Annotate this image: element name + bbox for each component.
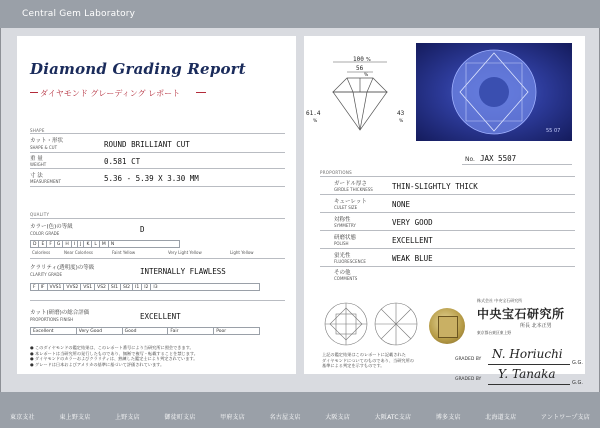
color-scale-text: Colorless: [32, 250, 51, 255]
lab-company-small: 株式会社 中央宝石研究所: [477, 298, 523, 303]
culet-label-en: CULET SIZE: [334, 205, 358, 210]
crown-value: 61.4: [306, 110, 321, 117]
fluorescence-value: WEAK BLUE: [392, 254, 433, 263]
branch-item: 大阪ATC支店: [374, 414, 412, 421]
branch-item: 御徒町支店: [164, 414, 196, 421]
measurement-label-en: MEASUREMENT: [30, 179, 61, 184]
culet-label-jp: キューレット: [334, 199, 367, 205]
weight-value: 0.581 CT: [104, 157, 141, 166]
divider: [30, 300, 285, 301]
color-scale-step: J: [78, 241, 84, 247]
color-scale-text: Near Colorless: [64, 250, 94, 255]
measurement-value: 5.36 - 5.39 X 3.30 MM: [104, 174, 199, 183]
cut-scale-step: Fair: [168, 328, 214, 334]
color-scale-step: M: [100, 241, 109, 247]
clarity-scale-step: I3: [153, 285, 158, 290]
report-no-label: No.: [465, 156, 475, 163]
culet-value: NONE: [392, 200, 411, 209]
clarity-scale-step: I2: [142, 284, 151, 290]
polish-label-en: POLISH: [334, 241, 349, 246]
clarity-scale-step: VS1: [81, 284, 95, 290]
measurement-label-jp: 寸 法: [30, 173, 43, 179]
cut-value: EXCELLENT: [140, 312, 181, 321]
note-line: ● グレードは日本およびアメリカの基準に基づいて評価されています。: [30, 361, 165, 367]
branch-list: [10, 412, 590, 422]
clarity-scale-step: F: [31, 284, 39, 290]
signature-line: [488, 364, 570, 365]
graded-suffix: G.G.: [572, 360, 583, 366]
quality-section-label: QUALITY: [30, 212, 50, 217]
left-card: [17, 36, 296, 374]
symmetry-label-en: SYMMETRY: [334, 223, 356, 228]
shape-value: ROUND BRILLIANT CUT: [104, 140, 190, 149]
clarity-scale-step: VVS2: [64, 284, 81, 290]
footer-band: [0, 392, 600, 428]
branch-item: 大阪支店: [325, 414, 351, 421]
branch-item: 甲府支店: [220, 414, 245, 421]
branch-item: 名古屋支店: [269, 414, 301, 421]
shape-section-label: SHAPE: [30, 128, 45, 133]
clarity-scale-step: VVS1: [48, 284, 65, 290]
divider: [320, 212, 575, 213]
title-rule-right: [196, 92, 206, 93]
clarity-scale-step: SI2: [121, 284, 133, 290]
facet-plot-diagram: [322, 300, 422, 348]
color-label-en: COLOR GRADE: [30, 231, 60, 236]
divider: [320, 230, 575, 231]
cut-scale: [30, 327, 260, 335]
girdle-label-en: GIRDLE THICKNESS: [334, 187, 373, 192]
girdle-value: THIN-SLIGHTLY THICK: [392, 182, 478, 191]
left-notes: [30, 345, 290, 367]
report-title: Diamond Grading Report: [30, 60, 246, 78]
fluorescence-label-en: FLUORESCENCE: [334, 259, 366, 264]
branch-item: 東上野支店: [59, 414, 91, 421]
polish-value: EXCELLENT: [392, 236, 433, 245]
clarity-scale-step: VS2: [95, 284, 109, 290]
crown-unit: %: [313, 119, 318, 124]
divider: [30, 186, 285, 187]
divider: [30, 133, 285, 134]
signature: N. Horiuchi: [492, 347, 563, 361]
divider: [30, 168, 285, 169]
color-scale-step: G: [55, 241, 64, 247]
color-scale-step: D: [31, 241, 39, 247]
divider: [320, 266, 575, 267]
branch-item: 博多支店: [435, 414, 461, 421]
color-scale-step: F: [47, 241, 55, 247]
color-scale-step: E: [39, 241, 47, 247]
diamond-photo: [416, 43, 572, 141]
color-scale-step: L: [92, 241, 100, 247]
color-scale-step: H: [63, 241, 71, 247]
color-scale-step: K: [84, 241, 92, 247]
cut-label-jp: カット(研磨)の総合評価: [30, 310, 90, 316]
clarity-scale-step: I1: [133, 284, 142, 290]
divider: [462, 164, 572, 165]
diamond-profile-icon: [333, 78, 387, 130]
seal-emblem-icon: [438, 316, 458, 338]
fluorescence-label-jp: 蛍光性: [334, 253, 351, 259]
shape-label-jp: カット・形状: [30, 138, 63, 144]
pavilion-value: 43: [397, 110, 405, 117]
proportion-diagram: [305, 52, 415, 140]
symmetry-value: VERY GOOD: [392, 218, 433, 227]
pavilion-unit: %: [399, 119, 404, 124]
clarity-scale-step: IF: [39, 284, 48, 290]
divider: [30, 258, 285, 259]
table-value: 56: [356, 65, 364, 72]
title-rule-left: [30, 92, 38, 93]
symmetry-label-jp: 対称性: [334, 217, 351, 223]
clarity-value: INTERNALLY FLAWLESS: [140, 267, 226, 276]
branch-item: アントワープ支店: [540, 414, 590, 421]
comments-label-en: COMMENTS: [334, 276, 358, 281]
lab-name: 中央宝石研究所: [477, 307, 565, 321]
right-notes: [322, 352, 472, 369]
color-scale-text: Faint Yellow: [112, 250, 136, 255]
clarity-label-jp: クラリティ(透明度)の等級: [30, 265, 95, 271]
graded-by-label: GRADED BY: [455, 357, 482, 362]
color-scale-text: Light Yellow: [230, 250, 254, 255]
clarity-scale: [30, 283, 260, 291]
color-label-jp: カラー(色)の等級: [30, 224, 73, 230]
branch-item: 北海道支店: [485, 414, 517, 421]
proportions-section-label: PROPORTIONS: [320, 170, 352, 175]
divider: [320, 248, 575, 249]
color-scale: [30, 240, 180, 248]
girdle-label-jp: ガードル厚さ: [334, 181, 368, 187]
polish-label-jp: 研磨状態: [334, 235, 357, 241]
note-line: ● ダイヤモンドのカラーおよびクラリティは、熟練した鑑定士により判定されています。: [30, 356, 198, 361]
clarity-scale-step: SI1: [109, 284, 121, 290]
branch-item: 東京支社: [10, 414, 35, 421]
cut-label-en: PROPORTIONS FINISH: [30, 317, 74, 322]
diamond-facet-icon: [416, 43, 572, 141]
color-scale-text: Very Light Yellow: [168, 250, 202, 255]
lab-director: 所長 北本正男: [520, 323, 552, 329]
pavilion-facet-icon: [375, 303, 417, 345]
divider: [30, 218, 285, 219]
graded-suffix: G.G.: [572, 380, 583, 386]
signature: Y. Tanaka: [498, 367, 556, 381]
photo-code: 55 07: [546, 128, 561, 134]
note-line: 基準による判定を示すものです。: [322, 363, 385, 368]
branch-item: 上野支店: [115, 414, 140, 421]
divider: [320, 176, 575, 177]
shape-label-en: SHAPE & CUT: [30, 145, 58, 150]
color-scale-step: I: [72, 241, 78, 247]
brand-name: Central Gem Laboratory: [22, 9, 136, 19]
clarity-label-en: CLARITY GRADE: [30, 272, 63, 277]
diameter-value: 100: [353, 56, 364, 63]
table-unit: %: [364, 73, 369, 78]
lab-address: 東京都台東区東上野: [477, 330, 512, 335]
cut-scale-step: Poor: [216, 329, 227, 334]
report-no-value: JAX 5507: [480, 154, 517, 163]
cut-scale-step: Good: [123, 328, 169, 334]
cut-scale-step: Excellent: [31, 328, 77, 334]
crown-facet-icon: [325, 303, 367, 345]
cut-scale-step: Very Good: [77, 328, 123, 334]
weight-label-en: WEIGHT: [30, 162, 47, 167]
divider: [320, 194, 575, 195]
color-scale-step: N: [110, 242, 115, 247]
weight-label-jp: 重 量: [30, 156, 43, 162]
signature-line: [488, 384, 570, 385]
note-line: 上記の鑑定結果はこのレポートに記載された: [322, 352, 406, 357]
report-subtitle: ダイヤモンド グレーディング レポート: [40, 89, 181, 98]
comments-label-jp: その他: [334, 270, 351, 276]
divider: [30, 152, 285, 153]
color-value: D: [140, 225, 145, 234]
note-line: ● このダイヤモンドの鑑定結果は、このレポート番号により当研究所に照会できます。: [30, 345, 194, 350]
diameter-unit: %: [366, 57, 371, 63]
note-line: ダイヤモンドについてのものであり、当研究所の: [322, 357, 414, 363]
graded-by-label: GRADED BY: [455, 377, 482, 382]
note-line: ● 本レポートは当研究所の発行したものであり、無断で複写・転載することを禁じます。: [30, 350, 198, 356]
